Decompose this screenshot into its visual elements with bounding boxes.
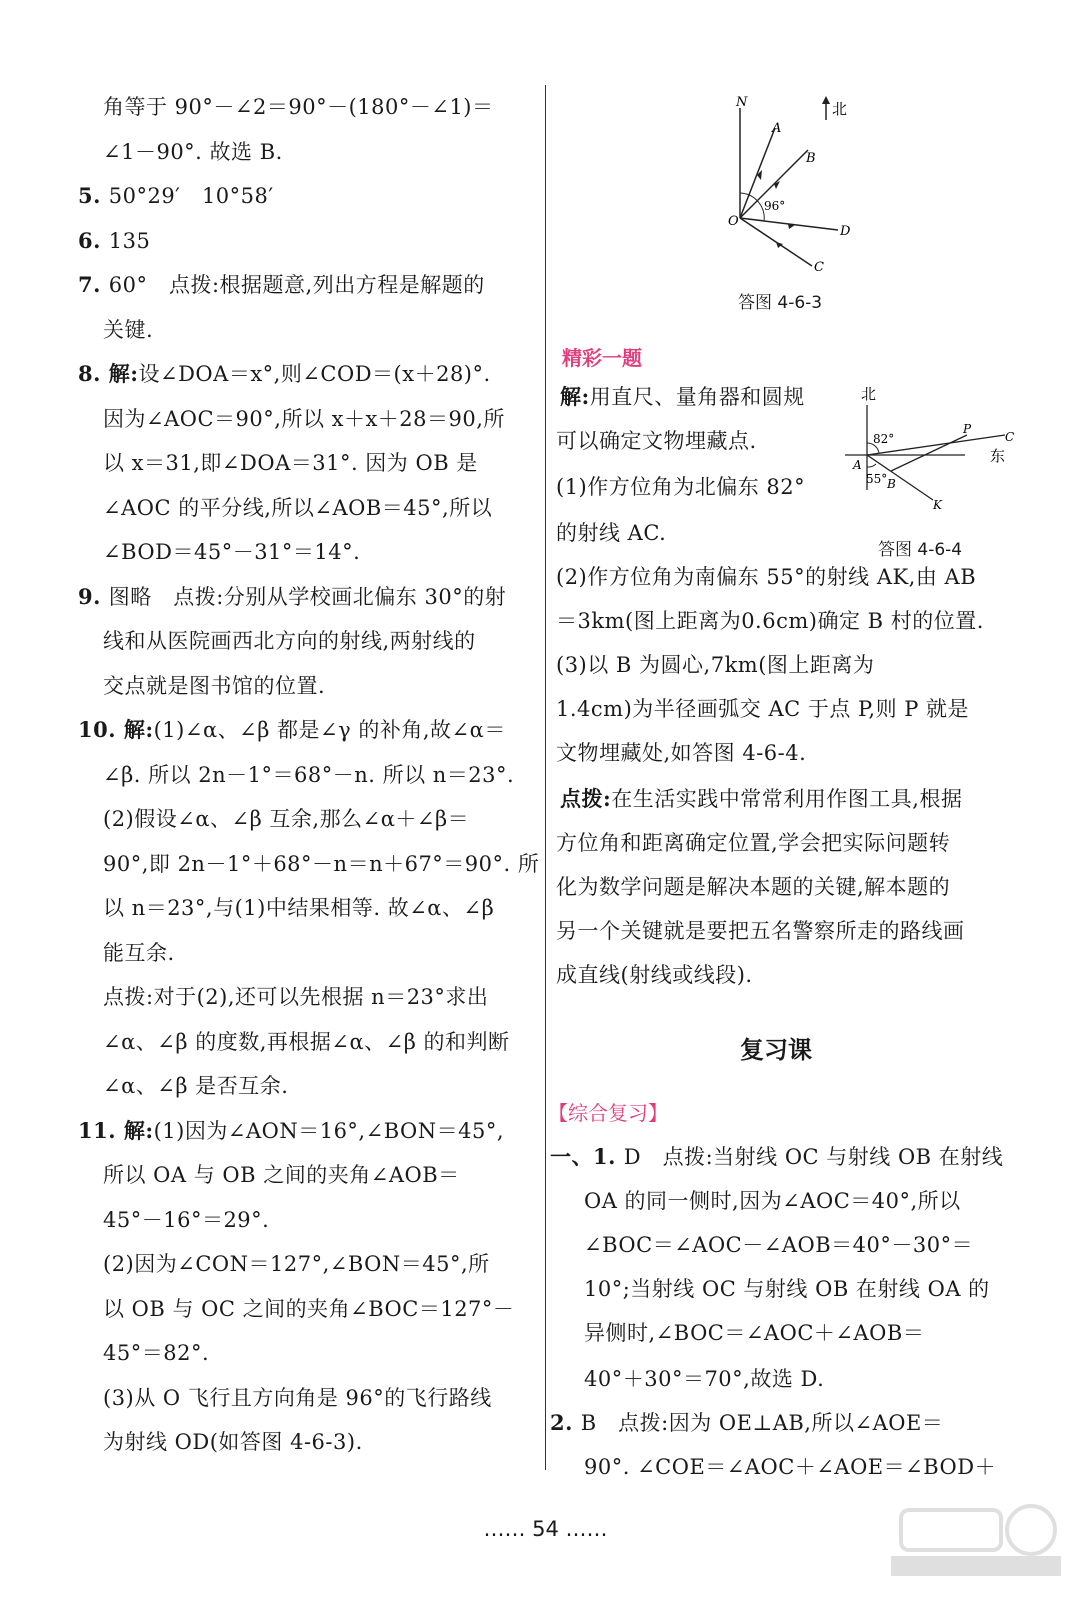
line-text: 50°29′ 10°58′ [108, 184, 274, 208]
line-text: 关键. [103, 317, 154, 342]
line-text: D 点拨:当射线 OC 与射线 OB 在射线 [623, 1145, 1004, 1169]
line-text: 设∠DOA＝x°,则∠COD＝(x＋28)°. [138, 362, 491, 386]
line-text: 角等于 90°－∠2＝90°－(180°－∠1)＝ [103, 95, 494, 119]
text-line [103, 671, 325, 701]
line-text: B 点拨:因为 OE⊥AB,所以∠AOE＝ [580, 1411, 944, 1435]
label-a-2: A [853, 458, 862, 472]
text-line [556, 650, 874, 680]
text-line [103, 448, 478, 478]
text-line [103, 893, 494, 923]
text-line [78, 1116, 504, 1146]
line-text: 135 [108, 228, 151, 253]
review-tag: 【综合复习】 [548, 1101, 668, 1125]
segment-bp [891, 435, 967, 471]
text-line [584, 1274, 990, 1304]
jingcai-title: 精彩一题 [562, 346, 642, 370]
watermark-logo [891, 1500, 1061, 1580]
line-text: (1)∠α、∠β 都是∠γ 的补角,故∠α＝ [153, 718, 506, 742]
item-number: 11. 解: [78, 1117, 154, 1143]
line-text: 45°＝82°. [103, 1341, 210, 1365]
text-line [103, 1160, 460, 1190]
line-text: 点拨:对于(2),还可以先根据 n＝23°求出 [103, 985, 489, 1009]
text-line [103, 315, 153, 345]
text-line [556, 606, 984, 636]
text-line [556, 426, 757, 456]
line-text: (1)因为∠AON＝16°,∠BON＝45°, [153, 1118, 505, 1143]
text-line [556, 916, 965, 946]
label-north: 北 [832, 100, 848, 118]
label-b-2: B [887, 477, 896, 491]
text-line [556, 828, 950, 858]
line-text: 成直线(射线或线段). [556, 963, 753, 987]
text-line [78, 181, 274, 211]
text-line [103, 982, 488, 1012]
text-line [103, 1249, 490, 1279]
label-55: 55° [866, 472, 888, 486]
item-number: 5. [78, 183, 109, 208]
column-divider [545, 85, 546, 1470]
text-line [556, 694, 969, 724]
line-text: ∠1－90°. 故选 B. [103, 139, 283, 164]
item-number: 6. [78, 227, 109, 253]
figure-4-6-4 [845, 385, 1020, 515]
label-d: D [840, 224, 851, 239]
line-text: (2)因为∠CON＝127°,∠BON＝45°,所 [103, 1252, 490, 1276]
line-text: 因为∠AOC＝90°,所以 x＋x＋28＝90,所 [103, 406, 505, 431]
line-text: ∠β. 所以 2n－1°＝68°－n. 所以 n＝23°. [103, 762, 515, 787]
line-text: 90°,即 2n－1°＋68°－n＝n＋67°＝90°. 所 [103, 851, 540, 876]
text-line [103, 92, 494, 122]
line-text: 化为数学问题是解决本题的关键,解本题的 [556, 875, 951, 899]
review-title: 复习课 [740, 1036, 812, 1064]
text-line [556, 738, 806, 768]
line-text: ∠BOD＝45°－31°＝14°. [103, 540, 361, 564]
line-text: 异侧时,∠BOC＝∠AOC＋∠AOB＝ [584, 1321, 925, 1345]
line-text: 为射线 OD(如答图 4-6-3). [103, 1430, 363, 1454]
line-text: ∠BOC＝∠AOC－∠AOB＝40°－30°＝ [584, 1233, 974, 1257]
line-text: 可以确定文物埋藏点. [556, 429, 757, 453]
label-n: N [736, 95, 748, 110]
text-line [556, 562, 976, 592]
text-line [556, 518, 666, 548]
text-line [103, 1027, 510, 1057]
line-text: 方位角和距离确定位置,学会把实际问题转 [556, 831, 951, 855]
text-line [103, 1071, 288, 1101]
text-line [103, 137, 283, 167]
line-text: 的射线 AC. [556, 521, 667, 545]
text-line [78, 226, 150, 256]
label-prefix: 解: [560, 384, 590, 409]
text-line [103, 1338, 209, 1368]
text-line [103, 1294, 514, 1324]
label-82: 82° [873, 432, 895, 446]
label-o: O [728, 214, 739, 229]
text-line [103, 626, 476, 656]
item-number: 8. 解: [78, 361, 139, 386]
text-line [560, 784, 962, 814]
label-k: K [933, 498, 942, 512]
page-number: …… 54 …… [483, 1517, 608, 1541]
label-c-2: C [1005, 430, 1015, 444]
text-line [103, 804, 469, 834]
line-text: ∠α、∠β 的度数,再根据∠α、∠β 的和判断 [103, 1029, 510, 1054]
text-line [584, 1230, 973, 1260]
item-number: 9. [78, 583, 109, 609]
line-text: OA 的同一侧时,因为∠AOC＝40°,所以 [584, 1189, 961, 1213]
line-text: (2)假设∠α、∠β 互余,那么∠α＋∠β＝ [103, 807, 470, 831]
text-line [103, 493, 492, 523]
item-number: 10. 解: [78, 717, 154, 742]
text-line [78, 270, 485, 300]
line-text: 另一个关键就是要把五名警察所走的路线画 [556, 919, 965, 943]
figure-4-6-3-caption: 答图 4-6-3 [738, 293, 823, 313]
line-text: 能互余. [103, 940, 175, 965]
text-line [103, 404, 505, 434]
item-number: 7. [78, 272, 109, 297]
label-north-2: 北 [861, 385, 877, 403]
line-text: (3)从 O 飞行且方向角是 96°的飞行路线 [103, 1385, 492, 1410]
text-line [550, 1142, 1003, 1172]
label-c: C [814, 260, 824, 275]
line-text: 40°＋30°＝70°,故选 D. [584, 1367, 825, 1391]
line-text: ∠α、∠β 是否互余. [103, 1074, 289, 1098]
item-number: 2. [550, 1410, 581, 1435]
line-text: 以 n＝23°,与(1)中结果相等. 故∠α、∠β [103, 896, 495, 920]
figure-4-6-4-caption: 答图 4-6-4 [878, 540, 963, 560]
text-line [560, 382, 805, 412]
text-line [103, 938, 175, 968]
text-line [78, 359, 491, 389]
text-line [584, 1318, 924, 1348]
line-text: 线和从医院画西北方向的射线,两射线的 [103, 629, 476, 653]
label-east: 东 [990, 447, 1006, 465]
figure-4-6-3 [700, 88, 880, 288]
line-text: 以 OB 与 OC 之间的夹角∠BOC＝127°－ [103, 1296, 515, 1321]
text-line [78, 715, 506, 745]
line-text: 在生活实践中常常利用作图工具,根据 [611, 787, 963, 811]
label-a: A [772, 121, 782, 136]
label-96: 96° [764, 199, 786, 213]
text-line [584, 1452, 996, 1482]
line-text: (1)作方位角为北偏东 82° [556, 475, 806, 499]
line-text: 45°－16°＝29°. [103, 1207, 270, 1232]
line-text: 图略 点拨:分别从学校画北偏东 30°的射 [108, 584, 507, 609]
text-line [103, 1205, 269, 1235]
line-text: 文物埋藏处,如答图 4-6-4. [556, 741, 807, 765]
line-text: 90°. ∠COE＝∠AOC＋∠AOE＝∠BOD＋ [584, 1455, 997, 1479]
label-p: P [963, 422, 972, 436]
text-line [103, 1427, 363, 1457]
line-text: ＝3km(图上距离为0.6cm)确定 B 村的位置. [556, 609, 984, 633]
text-line [556, 960, 753, 990]
text-line [556, 872, 950, 902]
line-text: 1.4cm)为半径画弧交 AC 于点 P,则 P 就是 [556, 697, 970, 721]
text-line [584, 1364, 824, 1394]
text-line [103, 1383, 492, 1413]
line-text: 所以 OA 与 OB 之间的夹角∠AOB＝ [103, 1163, 460, 1187]
line-text: 交点就是图书馆的位置. [103, 673, 326, 698]
line-text: 10°;当射线 OC 与射线 OB 在射线 OA 的 [584, 1277, 990, 1301]
text-line [556, 472, 805, 502]
text-line [103, 849, 539, 879]
line-text: (2)作方位角为南偏东 55°的射线 AK,由 AB [556, 565, 977, 589]
label-prefix: 点拨: [560, 786, 612, 811]
line-text: 以 x＝31,即∠DOA＝31°. 因为 OB 是 [103, 451, 478, 475]
label-b: B [806, 151, 816, 166]
line-text: 用直尺、量角器和圆规 [589, 385, 805, 409]
line-text: ∠AOC 的平分线,所以∠AOB＝45°,所以 [103, 495, 493, 520]
line-text: 60° 点拨:根据题意,列出方程是解题的 [108, 273, 485, 297]
text-line [550, 1408, 943, 1438]
item-number: 一、1. [550, 1144, 624, 1169]
text-line [103, 537, 360, 567]
text-line [584, 1186, 961, 1216]
text-line [78, 582, 506, 612]
line-text: (3)以 B 为圆心,7km(图上距离为 [556, 653, 875, 677]
text-line [103, 760, 514, 790]
